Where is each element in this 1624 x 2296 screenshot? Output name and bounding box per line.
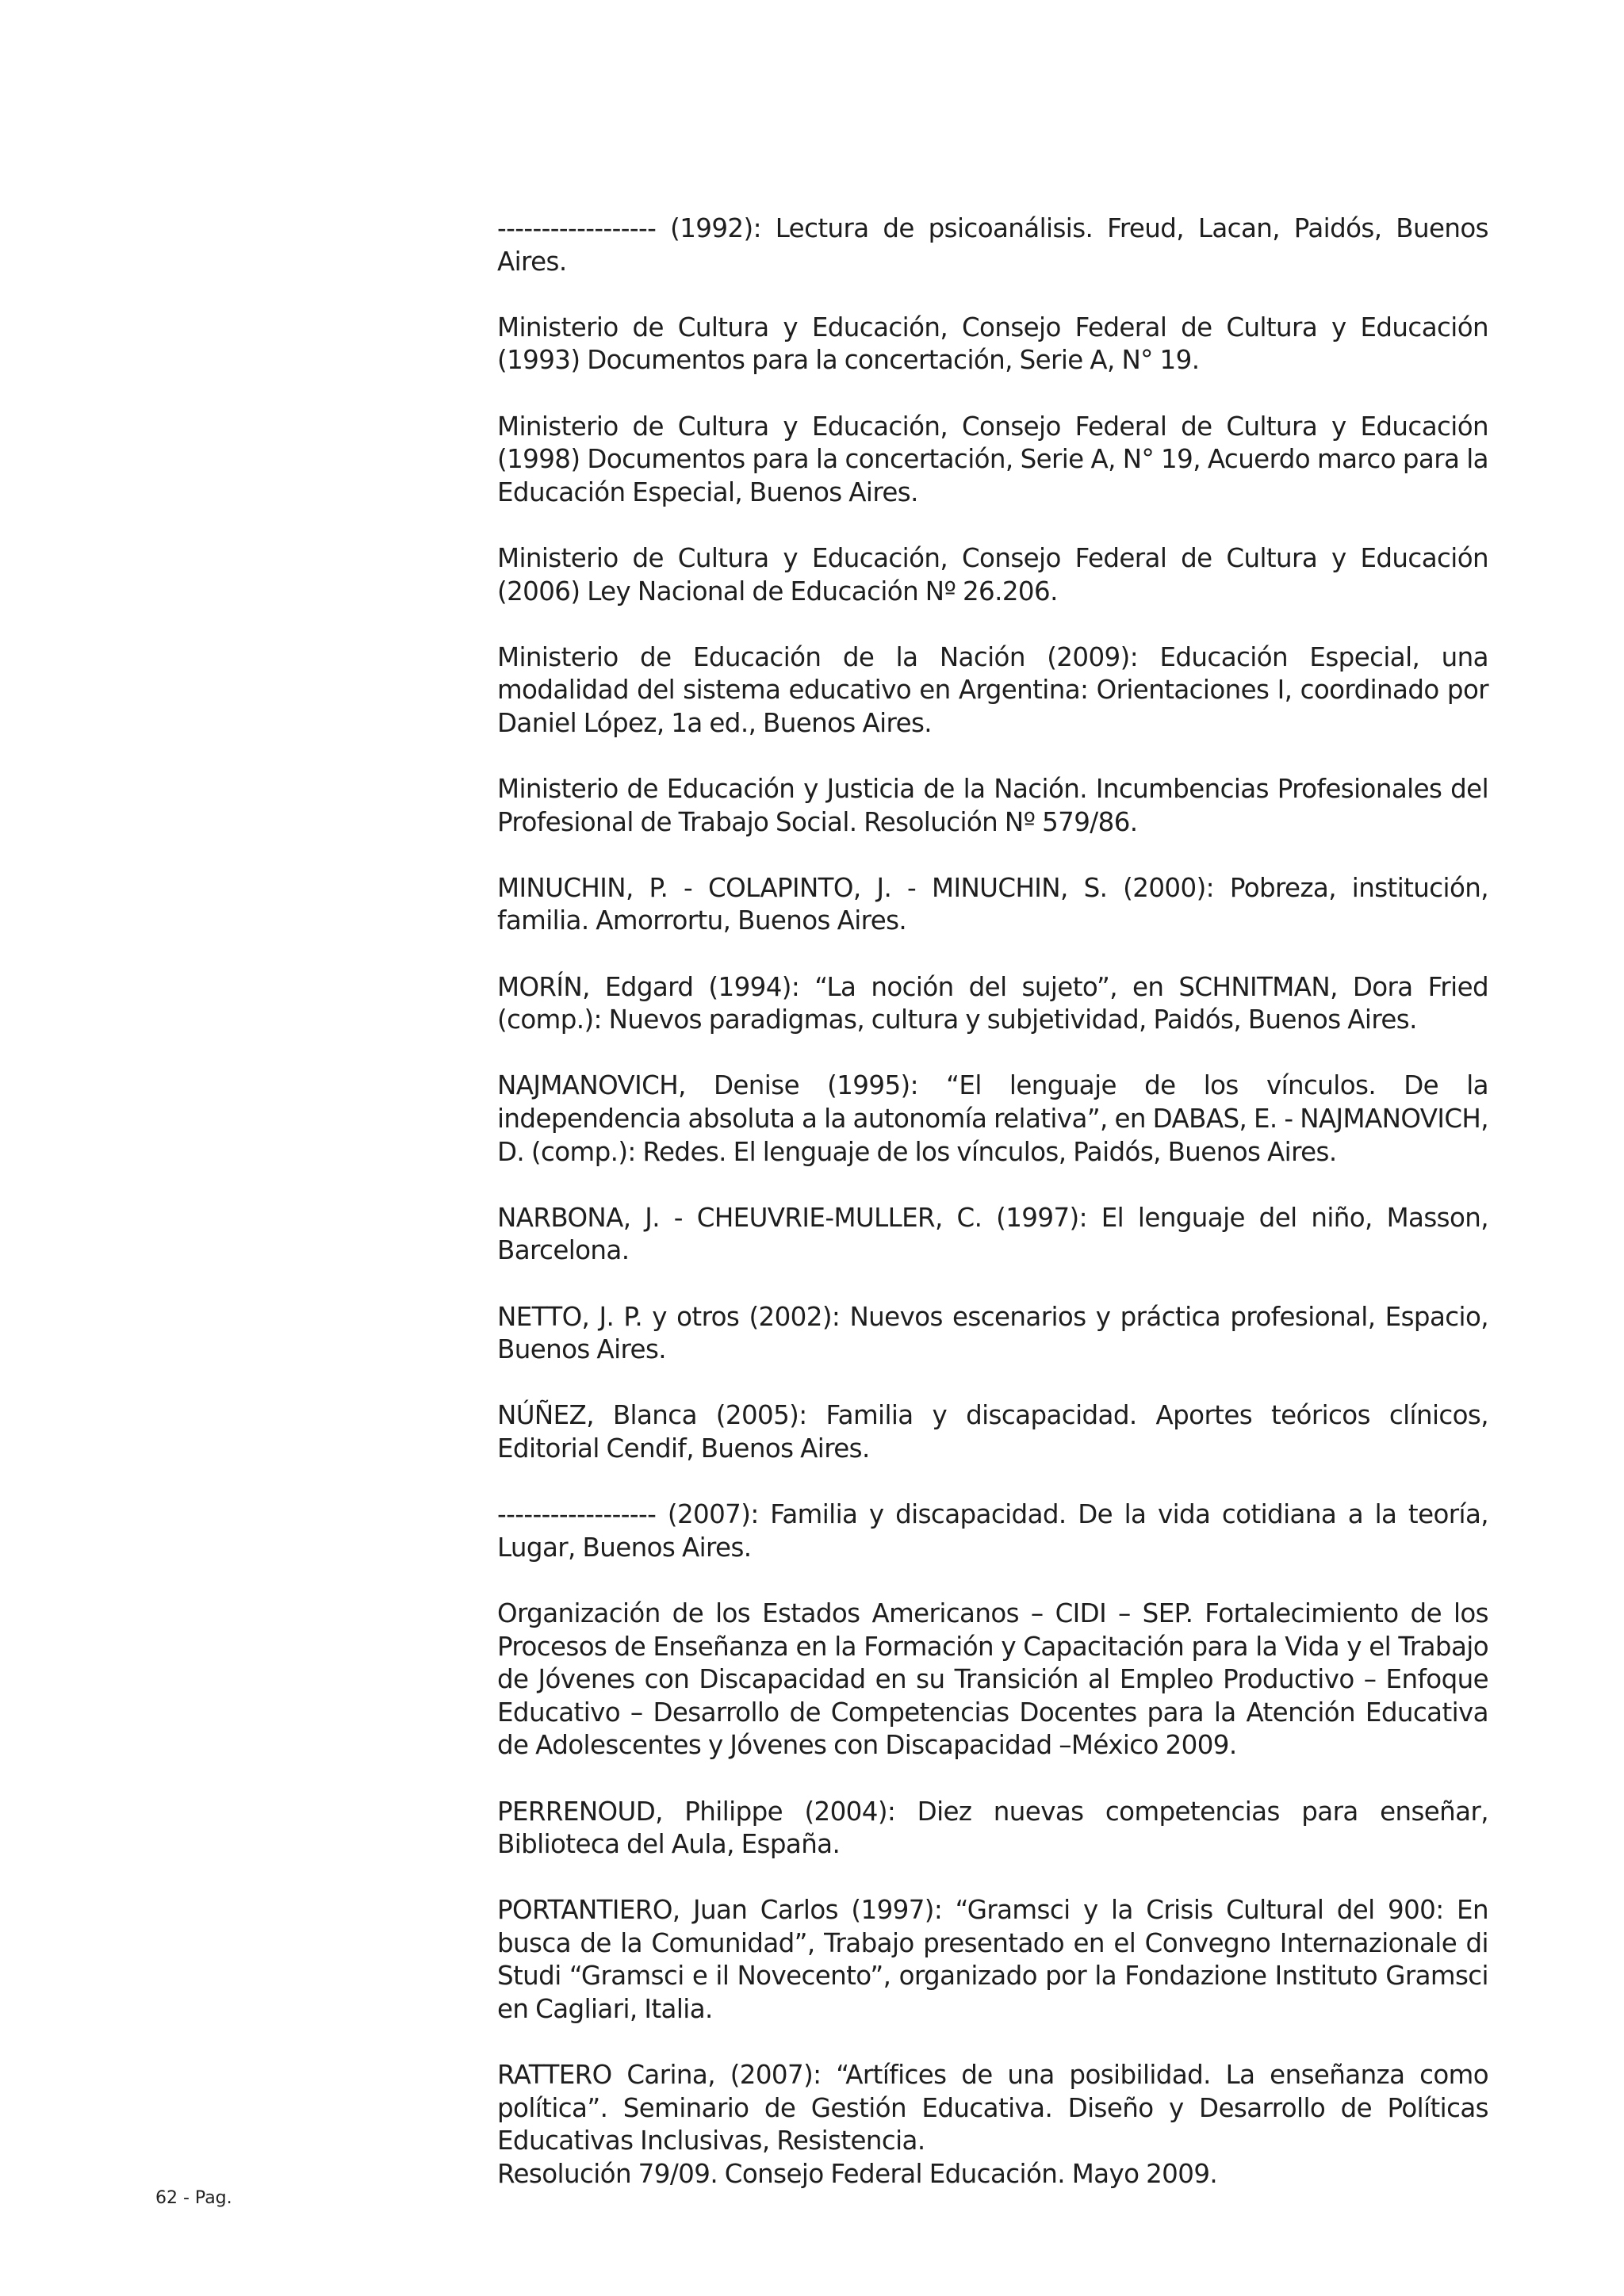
bibliography-list (497, 212, 1488, 2191)
reference-entry: Ministerio de Cultura y Educación, Consejo Federal de Cultura y Educación (2006) Ley Nacional de Educación Nº 26.206. (497, 542, 1488, 607)
reference-entry: Ministerio de Educación y Justicia de la Nación. Incumbencias Profesionales del Profesional de Trabajo Social. Resolución Nº 579/86. (497, 774, 1488, 837)
reference-entry: Organización de los Estados Americanos – CIDI – SEP. Fortalecimiento de los Procesos de Enseñanza en la Formación y Capacitación para la Vida y el Trabajo de Jóvenes con Discapacidad en su Transición al Empleo Productivo – Enfoque Educativo – Desarrollo de Competencias Docentes para la Atención Educativa de Adolescentes y Jóvenes con Discapacidad –México 2009. (497, 1598, 1488, 1761)
reference-entry: NAJMANOVICH, Denise (1995): “El lenguaje de los vínculos. De la independencia absoluta a la autonomía relativa”, en DABAS, E. - NAJMANOVICH, D. (comp.): Redes. El lenguaje de los vínculos, Paidós, Buenos Aires. (497, 1070, 1489, 1167)
reference-entry: PORTANTIERO, Juan Carlos (1997): “Gramsci y la Crisis Cultural del 900: En busca de la Comunidad”, Trabajo presentado en el Convegno Internazionale di Studi “Gramsci e il Novecento”, organizado por la Fondazione Instituto Gramsci en Cagliari, Italia. (497, 1895, 1488, 2025)
reference-entry: RATTERO Carina, (2007): “Artífices de una posibilidad. La enseñanza como política”. Seminario de Gestión Educativa. Diseño y Desarrollo de Políticas Educativas Inclusivas, Resistencia. Resolución 79/09. Consejo Federal Educación. Mayo 2009. (497, 2060, 1488, 2190)
reference-entry: ------------------ (2007): Familia y discapacidad. De la vida cotidiana a la teoría, Lugar, Buenos Aires. (497, 1499, 1488, 1563)
reference-entry: ------------------ (1992): Lectura de psicoanálisis. Freud, Lacan, Paidós, Buenos Aires. (497, 213, 1488, 277)
reference-entry: NETTO, J. P. y otros (2002): Nuevos escenarios y práctica profesional, Espacio, Buenos Aires. (497, 1301, 1488, 1365)
reference-entry: MINUCHIN, P. - COLAPINTO, J. - MINUCHIN, S. (2000): Pobreza, institución, familia. Amorrortu, Buenos Aires. (497, 872, 1488, 936)
reference-entry: NARBONA, J. - CHEUVRIE-MULLER, C. (1997): El lenguaje del niño, Masson, Barcelona. (497, 1202, 1488, 1266)
reference-entry: Ministerio de Educación de la Nación (2009): Educación Especial, una modalidad del sistema educativo en Argentina: Orientaciones I, coordinado por Daniel López, 1a ed., Buenos Aires. (497, 641, 1488, 738)
reference-entry: NÚÑEZ, Blanca (2005): Familia y discapacidad. Aportes teóricos clínicos, Editorial Cendif, Buenos Aires. (497, 1400, 1488, 1464)
page-number: 62 - Pag. (155, 2188, 232, 2208)
reference-entry: MORÍN, Edgard (1994): “La noción del sujeto”, en SCHNITMAN, Dora Fried (comp.): Nuevos paradigmas, cultura y subjetividad, Paidós, Buenos Aires. (497, 971, 1488, 1035)
reference-entry: Ministerio de Cultura y Educación, Consejo Federal de Cultura y Educación (1998) Documentos para la concertación, Serie A, N° 19, Acuerdo marco para la Educación Especial, Buenos Aires. (497, 411, 1488, 507)
reference-entry: Ministerio de Cultura y Educación, Consejo Federal de Cultura y Educación (1993) Documentos para la concertación, Serie A, N° 19. (497, 312, 1488, 376)
reference-entry: PERRENOUD, Philippe (2004): Diez nuevas competencias para enseñar, Biblioteca del Aula, España. (497, 1796, 1488, 1860)
